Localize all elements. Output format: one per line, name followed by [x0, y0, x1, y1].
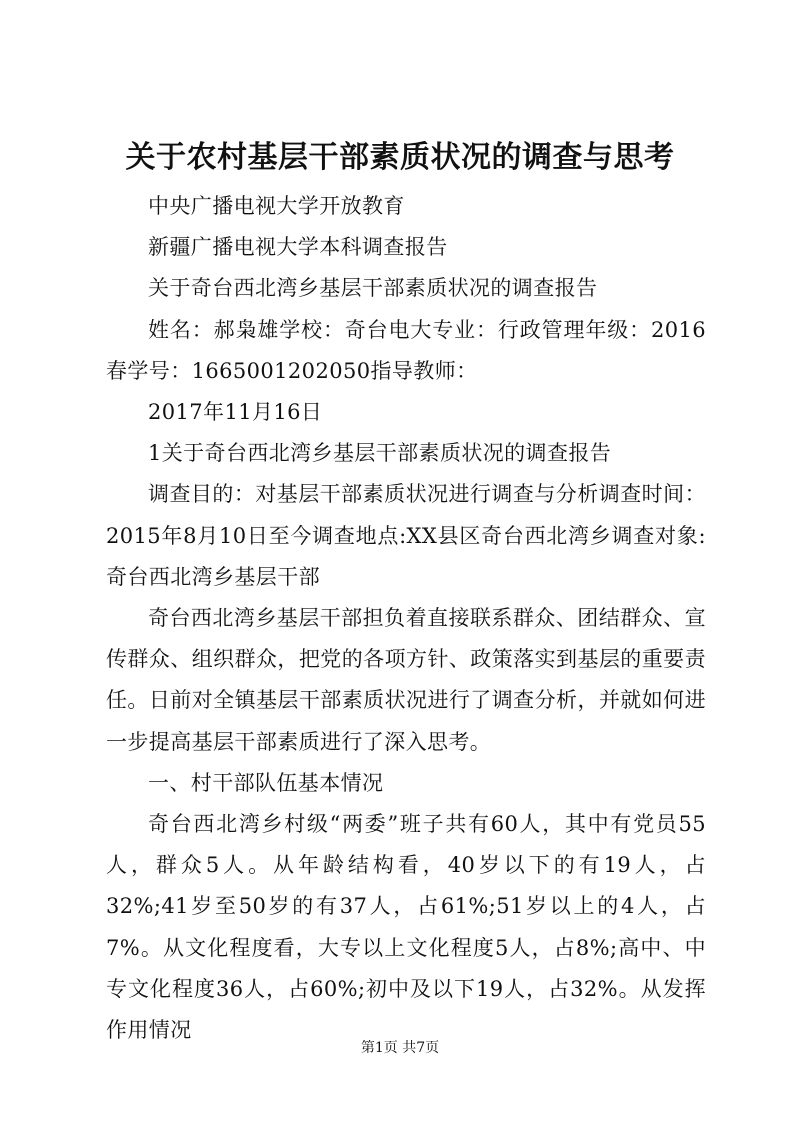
paragraph-date: 2017年11月16日	[148, 400, 323, 425]
paragraph-survey-info: 调查目的：对基层干部素质状况进行调查与分析调查时间：2015年8月10日至今调查地点:XX县区奇台西北湾乡调查对象:奇台西北湾乡基层干部	[106, 482, 706, 589]
paragraph-section-title: 1关于奇台西北湾乡基层干部素质状况的调查报告	[148, 441, 612, 466]
paragraph-report-type: 新疆广播电视大学本科调查报告	[148, 235, 448, 260]
paragraph-institution: 中央广播电视大学开放教育	[148, 194, 405, 218]
paragraph-statistics: 奇台西北湾乡村级“两委”班子共有60人，其中有党员55人，群众5人。从年龄结构看，40岁以下的有19人，占32%;41岁至50岁的有37人，占61%;51岁以上的4人，占7%。从文化程度看，大专以上文化程度5人，占8%;高中、中专文化程度36人，占60%;初中及以下19人，占32%。从发挥作用情况	[106, 812, 706, 1043]
document-title: 关于农村基层干部素质状况的调查与思考	[125, 140, 675, 175]
document-body	[106, 186, 706, 1051]
paragraph-introduction: 奇台西北湾乡基层干部担负着直接联系群众、团结群众、宣传群众、组织群众，把党的各项方针、政策落实到基层的重要责任。日前对全镇基层干部素质状况进行了调查分析，并就如何进一步提高基层干部素质进行了深入思考。	[106, 606, 706, 754]
page-footer: 第1页 共7页	[360, 1040, 440, 1056]
paragraph-report-title: 关于奇台西北湾乡基层干部素质状况的调查报告	[148, 276, 598, 301]
paragraph-author-info: 姓名：郝枭雄学校：奇台电大专业：行政管理年级：2016春学号：1665001202050指导教师：	[106, 317, 706, 383]
paragraph-heading-1: 一、村干部队伍基本情况	[148, 770, 384, 795]
